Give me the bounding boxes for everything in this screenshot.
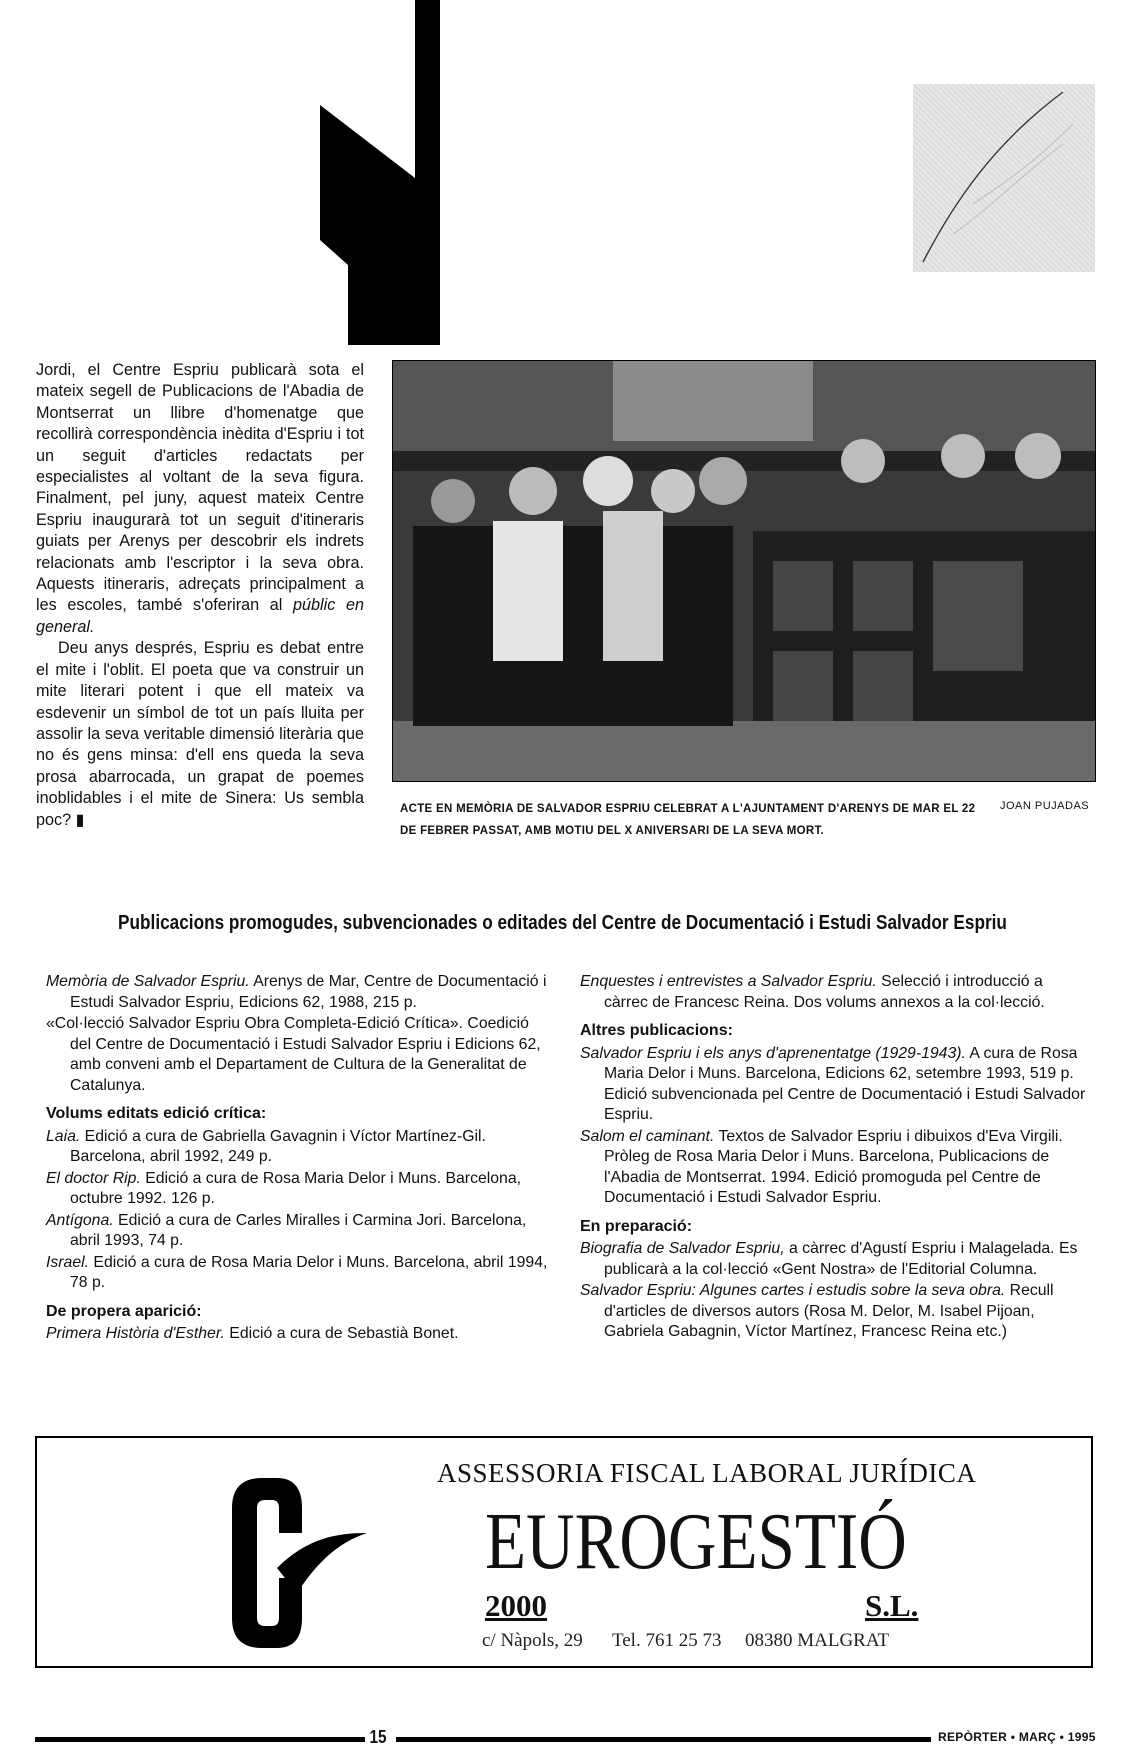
ad-suffix: S.L. [865, 1588, 919, 1623]
eurogestio-ad [35, 1436, 1093, 1668]
footer-rule-left [35, 1737, 365, 1742]
pub-entry: Laia. Edició a cura de Gabriella Gavagnin i Víctor Martínez-Gil. Barcelona, abril 1992, 249 p. [46, 1127, 486, 1165]
page-number: 15 [369, 1727, 387, 1747]
heading-propera: De propera aparició: [46, 1302, 202, 1320]
pub-entry: Enquestes i entrevistes a Salvador Espriu. Selecció i introducció a càrrec de Francesc Reina. Dos volums annexos a la col·lecció. [580, 973, 1045, 1011]
ad-g-logo [217, 1478, 367, 1648]
ad-year: 2000 [485, 1588, 547, 1623]
article-column [36, 360, 364, 831]
ad-phone: Tel. 761 25 73 [611, 1630, 722, 1651]
magazine-footer: REPÒRTER • MARÇ • 1995 [938, 1730, 1096, 1744]
article-paragraph-2: Deu anys després, Espriu es debat entre el mite i l'oblit. El poeta que va construir un mite literari potent i que ell mateix va esdevenir un símbol de tot un país lluita per assolir la seva veritable dimensió literària que no és gens minsa: d'ell ens queda la seva prosa abarrocada, un grapat de poemes inoblidables i el mite de Sinera: Us sembla poc? ▮ [36, 639, 364, 829]
heading-preparacio: En preparació: [580, 1217, 693, 1235]
end-mark: ▮ [75, 810, 85, 829]
article-italic-phrase: públic en general. [36, 596, 364, 636]
pub-entry: Memòria de Salvador Espriu. Arenys de Mar, Centre de Documentació i Estudi Salvador Espriu, Edicions 62, 1988, 215 p. [46, 973, 547, 1011]
publications-title: Publicacions promogudes, subvencionades o editades del Centre de Documentació i Estudi Salvador Espriu [118, 912, 1007, 934]
photo-caption: ACTE EN MEMÒRIA DE SALVADOR ESPRIU CELEBRAT A L'AJUNTAMENT D'ARENYS DE MAR EL 22 DE FEBRER PASSAT, AMB MOTIU DEL X ANIVERSARI DE LA SEVA MORT. [400, 803, 976, 837]
quill-illustration [913, 84, 1095, 272]
ad-tagline: ASSESSORIA FISCAL LABORAL JURÍDICA [437, 1458, 977, 1488]
pub-entry: «Col·lecció Salvador Espriu Obra Completa-Edició Crítica». Coedició del Centre de Documentació i Estudi Salvador Espriu i Edicions 62, amb conveni amb el Departament de Cultura de la Generalitat de Catalunya. [46, 1015, 541, 1094]
publications-right-column [580, 972, 1088, 1344]
event-photo [392, 360, 1096, 782]
pub-entry: El doctor Rip. Edició a cura de Rosa Maria Delor i Muns. Barcelona, octubre 1992. 126 p. [46, 1169, 522, 1207]
ad-contact [482, 1630, 889, 1652]
ad-address: c/ Nàpols, 29 [482, 1630, 583, 1651]
footer-rule-right [396, 1737, 931, 1742]
pub-entry: Israel. Edició a cura de Rosa Maria Delor i Muns. Barcelona, abril 1994, 78 p. [46, 1253, 548, 1291]
pub-entry: Salvador Espriu: Algunes cartes i estudis sobre la seva obra. Recull d'articles de diversos autors (Rosa M. Delor, M. Isabel Pijoan, Gabriela Gabagnin, Víctor Martínez, Francesc Reina etc.) [580, 1282, 1054, 1340]
pub-entry: Salvador Espriu i els anys d'aprenentatge (1929-1943). A cura de Rosa Maria Delor i Muns. Barcelona, Edicions 62, setembre 1993, 519 p. Edició subvencionada pel Centre de Documentació i Estudi Salvador Espriu. [580, 1044, 1086, 1123]
pub-entry: Biografia de Salvador Espriu, a càrrec d'Agustí Espriu i Malagelada. Es publicarà a la col·lecció «Gent Nostra» de l'Editorial Columna. [580, 1240, 1078, 1278]
heading-altres: Altres publicacions: [580, 1022, 733, 1039]
ad-city: 08380 MALGRAT [744, 1630, 890, 1651]
heading-volums: Volums editats edició crítica: [46, 1105, 267, 1122]
publications-left-column [46, 972, 550, 1346]
pub-entry: Salom el caminant. Textos de Salvador Espriu i dibuixos d'Eva Virgili. Pròleg de Rosa Maria Delor i Muns. Barcelona, Publicacions de l'Abadia de Montserrat. 1994. Edició promoguda pel Centre de Documentació i Estudi Salvador Espriu. [580, 1127, 1063, 1206]
ad-brand: EUROGESTIÓ [485, 1498, 907, 1586]
article-paragraph-1: Jordi, el Centre Espriu publicarà sota el mateix segell de Publicacions de l'Abadia de Montserrat un llibre d'homenatge que recollirà correspondència inèdita d'Espriu i tot un seguit d'articles redactats per especialistes al voltant de la seva figura. Finalment, pel juny, aquest mateix Centre Espriu inaugurarà tot un seguit d'itineraris guiats per Arenys per descobrir els indrets relacionats amb l'escriptor i la seva obra. Aquests itineraris, adreçats principalment a les escoles, també s'oferiran al públic en general. [36, 361, 364, 636]
section-logo-shape [320, 0, 440, 345]
photo-credit: JOAN PUJADAS [1000, 800, 1090, 812]
pub-entry: Primera Història d'Esther. Edició a cura de Sebastià Bonet. [46, 1325, 459, 1342]
pub-entry: Antígona. Edició a cura de Carles Miralles i Carmina Jori. Barcelona, abril 1993, 74 p. [46, 1211, 527, 1249]
